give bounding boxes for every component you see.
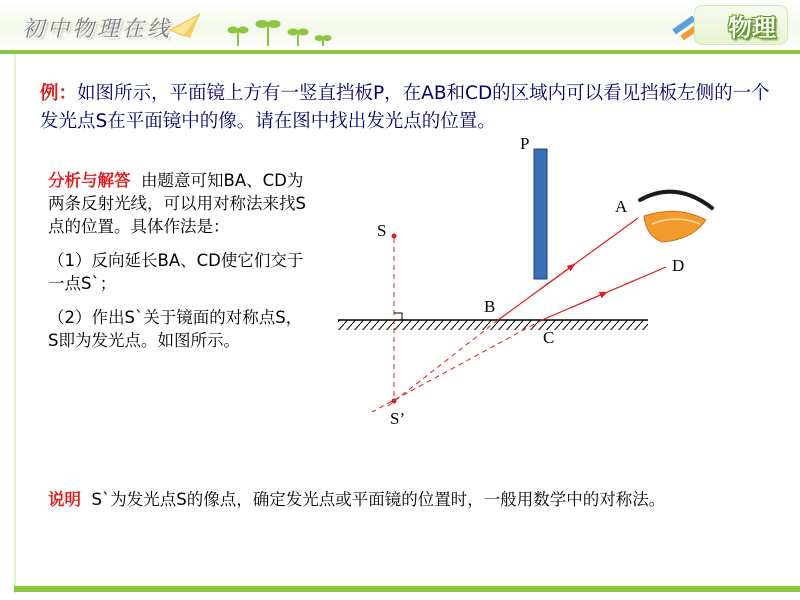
subject-title: 物理 [728, 14, 776, 42]
label-a: A [615, 197, 628, 216]
plane-mirror [338, 320, 648, 330]
barrier-p [534, 149, 547, 279]
extension-cd [372, 320, 542, 412]
label-s: S [377, 221, 387, 240]
analysis-step-2: （2）作出S`关于镜面的对称点S，S即为发光点。如图所示。 [48, 308, 303, 350]
label-c: C [543, 328, 555, 347]
point-s [392, 234, 397, 239]
header-title: 初中物理在线 [22, 17, 173, 42]
note-label: 说明 [48, 490, 81, 509]
label-p: P [520, 134, 530, 153]
note-text: S`为发光点S的像点，确定发光点或平面镜的位置时，一般用数学中的对称法。 [91, 490, 666, 509]
point-s-image [392, 399, 397, 404]
question-label: 例： [40, 83, 78, 104]
extension-ba [388, 320, 498, 406]
ray-cd-arrow [570, 294, 604, 309]
question-text: 如图所示，平面镜上方有一竖直挡板P，在AB和CD的区域内可以看见挡板左侧的一个发光点S在平面镜中的像。请在图中找出发光点的位置。 [40, 83, 770, 132]
analysis-intro: 由题意可知BA、CD为两条反射光线，可以用对称法来找S点的位置。具体作法是： [48, 171, 306, 236]
label-s-image: S’ [390, 409, 406, 428]
analysis-step-1: （1）反向延长BA、CD使它们交于一点S`； [48, 251, 304, 293]
label-b: B [484, 297, 496, 316]
eye-icon [640, 192, 712, 242]
analysis-heading: 分析与解答 [48, 171, 131, 190]
label-d: D [672, 256, 685, 275]
footer-divider [14, 586, 800, 592]
normal-line [394, 238, 402, 400]
